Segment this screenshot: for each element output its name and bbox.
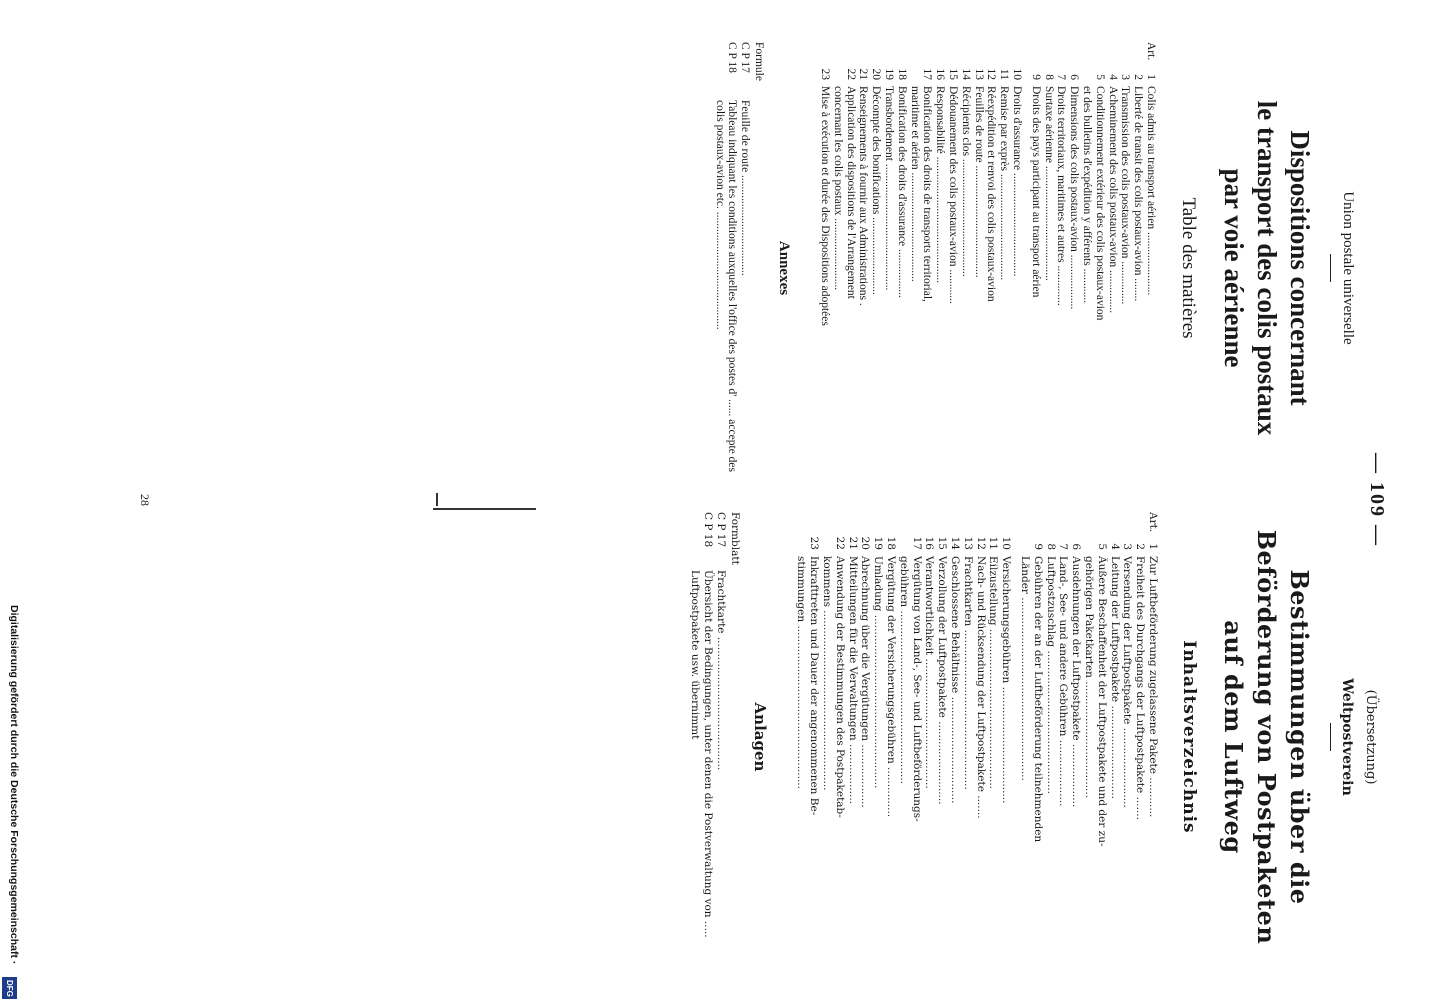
toc-row: [1010, 42, 1023, 494]
toc-article-number: 13: [961, 536, 974, 550]
toc-entry-text: Äußere Beschaffenheit der Luftpostpakete und der zu-: [1095, 556, 1108, 847]
form-description: Übersicht der Bedingungen, unter denen die Postverwaltung von ..... Luftpostpakete usw. übernimmt: [689, 570, 714, 938]
toc-entry-text: Renseignements à fournir aux Administrations .: [857, 86, 870, 306]
toc-art-label: [921, 42, 934, 64]
toc-article-number: 11: [998, 68, 1011, 80]
toc-row: [948, 512, 961, 962]
form-description: Tableau indiquant les conditions auxquelles l'office des postes d' ...... accepte des colis postaux-avion etc. .........................................: [713, 100, 739, 472]
french-toc-list: [818, 42, 1157, 494]
toc-entry-text: Surtaxe aérienne ........................................: [1042, 86, 1055, 281]
german-org-name: Weltpostverein: [1339, 678, 1355, 796]
toc-art-label: [897, 512, 910, 534]
form-description: Feuille de route ...................................: [739, 100, 752, 276]
toc-article-number: 15: [936, 536, 949, 550]
toc-entry-text: et des bulletins d'expédition y afférents ............: [1081, 86, 1094, 304]
toc-article-number: 13: [972, 68, 985, 80]
toc-article-number: 4: [1106, 74, 1119, 80]
toc-article-number: 16: [923, 536, 936, 550]
toc-entry-text: Leitung der Luftpostpakete ............................: [1108, 556, 1121, 799]
toc-article-number: [831, 64, 844, 86]
toc-entry-text: Gebühren der an der Luftbeförderung teilnehmenden: [1031, 556, 1044, 843]
toc-art-label: [795, 512, 808, 534]
toc-art-label: [974, 512, 987, 534]
toc-row: [1080, 42, 1093, 494]
toc-row: [831, 42, 844, 494]
toc-row: [1106, 42, 1119, 494]
toc-article-number: [820, 534, 833, 556]
toc-art-label: [1067, 42, 1080, 64]
french-head-rule: [1330, 254, 1331, 282]
toc-entry-text: Responsabilité ............................................: [934, 86, 947, 284]
toc-art-label: [946, 42, 959, 64]
toc-row: [972, 42, 985, 494]
toc-entry-text: Inkrafttreten und Dauer der angenommenen Be-: [808, 556, 821, 816]
toc-art-label: [882, 42, 895, 64]
toc-article-number: 12: [985, 68, 998, 80]
toc-art-label: [1093, 42, 1106, 64]
toc-article-number: [897, 534, 910, 556]
toc-art-label: [871, 512, 884, 534]
toc-art-label: [857, 42, 870, 64]
toc-art-label: [818, 42, 831, 64]
toc-article-number: 9: [1031, 543, 1044, 550]
toc-article-number: 7: [1055, 74, 1068, 80]
toc-article-number: [1018, 534, 1031, 556]
toc-entry-text: stimmungen .................................................: [795, 556, 808, 789]
toc-art-label: [972, 42, 985, 64]
toc-article-number: 17: [921, 68, 934, 80]
toc-art-label: [987, 512, 1000, 534]
toc-row: [1069, 512, 1082, 962]
toc-entry-text: Abrechnung über die Vergütungen ...................: [859, 556, 872, 808]
page-number-bottom: 28: [138, 494, 152, 506]
toc-entry-text: Versicherungsgebühren ...................................: [1000, 556, 1013, 804]
toc-art-label: [1055, 42, 1068, 64]
toc-row: [908, 42, 921, 494]
toc-art-label: [846, 512, 859, 534]
toc-art-label: [961, 512, 974, 534]
toc-art-label: [1018, 512, 1031, 534]
toc-art-label: [1108, 512, 1121, 534]
toc-art-label: [844, 42, 857, 64]
toc-entry-text: Mise à exécution et durée des Dispositions adoptées: [819, 86, 832, 326]
toc-art-label: [831, 42, 844, 64]
toc-article-number: 17: [910, 536, 923, 550]
toc-row: [921, 42, 934, 494]
form-row: [714, 512, 727, 962]
toc-art-label: [884, 512, 897, 534]
toc-entry-text: Décompte des bonifications ...........................: [870, 86, 883, 295]
toc-article-number: 20: [859, 536, 872, 550]
french-title-line: le transport des colis postaux: [1252, 100, 1282, 436]
german-forms-list: [688, 512, 726, 962]
toc-art-label: [1042, 42, 1055, 64]
page-number-top: — 109 —: [1366, 453, 1388, 547]
toc-entry-text: Zur Luftbeförderung zugelassene Pakete ............: [1147, 556, 1159, 818]
toc-article-number: 21: [857, 68, 870, 80]
toc-entry-text: Droits territoriaux, maritimes et autres ..............: [1055, 86, 1068, 306]
toc-article-number: [795, 534, 808, 556]
french-column: [713, 42, 1356, 494]
toc-row: [1042, 42, 1055, 494]
toc-entry-text: Vergütung der Versicherungsgebühren ...............: [885, 556, 898, 818]
toc-article-number: 1: [1147, 543, 1159, 550]
toc-entry-text: Droits d'assurance ....................................: [1011, 86, 1024, 277]
form-code: C P 18: [726, 42, 739, 73]
toc-art-label: [1031, 512, 1044, 534]
german-subtitle: (Übersetzung): [1363, 689, 1378, 785]
toc-art-label: [1133, 512, 1146, 534]
toc-row: [987, 512, 1000, 962]
german-title: [1217, 512, 1316, 962]
toc-article-number: 21: [846, 536, 859, 550]
toc-row: [985, 42, 998, 494]
toc-row: [961, 512, 974, 962]
toc-art-label: [1106, 42, 1119, 64]
toc-row: [859, 512, 872, 962]
toc-art-label: [1080, 42, 1093, 64]
toc-entry-text: Verzollung der Luftpostpakete .........................: [936, 556, 949, 805]
toc-entry-text: Länder .......................................................: [1019, 556, 1032, 781]
toc-article-number: 3: [1121, 543, 1134, 550]
toc-art-label: [1095, 512, 1108, 534]
toc-art-label: [869, 42, 882, 64]
toc-entry-text: Récipients clos .........................................: [959, 86, 972, 277]
toc-art-label: [859, 512, 872, 534]
toc-article-number: 2: [1134, 543, 1147, 550]
toc-article-number: 6: [1070, 543, 1083, 550]
toc-entry-text: Feuilles de route .......................................: [972, 86, 985, 278]
toc-art-label: [807, 512, 820, 534]
toc-entry-text: Remise par exprès .....................................: [998, 86, 1011, 281]
toc-article-number: 19: [883, 68, 896, 80]
toc-article-number: 20: [870, 68, 883, 80]
french-title: [1217, 42, 1316, 494]
toc-article-number: 8: [1042, 74, 1055, 80]
toc-row: [795, 512, 808, 962]
form-code: C P 18: [701, 512, 714, 548]
toc-article-number: 5: [1095, 543, 1108, 550]
toc-article-number: 1: [1145, 74, 1157, 80]
german-formula-label: Formblatt: [728, 512, 741, 565]
toc-row: [882, 42, 895, 494]
form-row: [738, 42, 751, 494]
toc-row: [933, 42, 946, 494]
toc-entry-text: Nach- und Rücksendung der Luftpostpakete .......: [974, 556, 987, 819]
toc-entry-text: gebühren ....................................................: [897, 556, 910, 785]
form-row: [688, 512, 714, 962]
toc-article-number: 23: [819, 68, 832, 80]
toc-entry-text: Liberté de transit des colis postaux-avion ........: [1132, 86, 1145, 302]
toc-article-number: 4: [1108, 543, 1121, 550]
toc-entry-text: Application des dispositions de l'Arrangement: [844, 86, 857, 299]
toc-article-number: 22: [844, 68, 857, 80]
toc-row: [846, 512, 859, 962]
french-title-line: Dispositions concernant: [1285, 130, 1315, 406]
toc-article-number: 14: [959, 68, 972, 80]
toc-art-label: [1121, 512, 1134, 534]
toc-art-label: [833, 512, 846, 534]
toc-art-label: [1131, 42, 1144, 64]
toc-art-label: [959, 42, 972, 64]
toc-row: [1082, 512, 1095, 962]
toc-entry-text: Land-, See- und andere Gebühren ....................: [1057, 556, 1070, 807]
toc-row: [946, 42, 959, 494]
toc-row: [935, 512, 948, 962]
toc-art-label: [910, 512, 923, 534]
toc-art-label: [1082, 512, 1095, 534]
toc-art-label: [895, 42, 908, 64]
toc-row: [869, 42, 882, 494]
toc-art-label: Art.: [1145, 42, 1157, 61]
toc-article-number: [908, 64, 921, 86]
toc-article-number: 23: [808, 536, 821, 550]
german-title-line: Bestimmungen über die: [1285, 569, 1314, 905]
toc-art-label: [1029, 42, 1042, 64]
toc-entry-text: gehörigen Paketkarten ...................................: [1083, 556, 1096, 799]
toc-article-number: 6: [1068, 74, 1081, 80]
toc-row: [1095, 512, 1108, 962]
toc-art-label: [948, 512, 961, 534]
toc-row: [857, 42, 870, 494]
toc-art-label: [933, 42, 946, 64]
toc-row: [884, 512, 897, 962]
toc-entry-text: Colis admis au transport aérien ......................: [1145, 86, 1157, 296]
toc-row: [1057, 512, 1070, 962]
toc-entry-text: kommens ......................................................: [821, 556, 834, 791]
french-formula-label: Formule: [753, 42, 766, 81]
toc-row: [999, 512, 1012, 962]
toc-entry-text: Versendung der Luftpostpakete ........................: [1121, 556, 1134, 808]
toc-row: [1055, 42, 1068, 494]
toc-row: [974, 512, 987, 962]
german-head-rule: [1330, 723, 1331, 751]
toc-row: [895, 42, 908, 494]
footer-credit-text: Digitalisierung gefördert durch die Deutsche Forschungsgemeinschaft ·: [8, 605, 20, 965]
toc-art-label: [1010, 42, 1023, 64]
toc-entry-text: Freiheit des Durchgangs der Luftpostpakete .......: [1134, 556, 1147, 820]
toc-entry-text: Ausdehnungen der Luftpostpakete ...................: [1070, 556, 1083, 808]
french-title-line: par voie aérienne: [1219, 168, 1249, 368]
toc-entry-text: Dimensions des colis postaux-avion ...................: [1068, 86, 1081, 310]
toc-row: [833, 512, 846, 962]
toc-entry-text: Frachtkarten ................................................: [961, 556, 974, 790]
toc-entry-text: Bonification des droits de transports territorial,: [921, 86, 934, 302]
toc-row: [923, 512, 936, 962]
toc-article-number: 3: [1119, 74, 1132, 80]
toc-entry-text: Bonification des droits d'assurance .................: [895, 86, 908, 298]
toc-article-number: 18: [895, 68, 908, 80]
toc-article-number: 2: [1132, 74, 1145, 80]
french-annex-title: Annexes: [776, 240, 793, 296]
form-row: [713, 42, 739, 494]
toc-entry-text: Droits des pays participant au transport aérien: [1029, 86, 1042, 298]
toc-entry-text: Eilzustellung ................................................: [987, 556, 1000, 790]
toc-row: [997, 42, 1010, 494]
toc-article-number: 16: [934, 68, 947, 80]
toc-entry-text: Geschlossene Behältnisse ................................: [949, 556, 962, 804]
dfg-logo: DFG: [2, 977, 17, 999]
toc-row: [1018, 512, 1031, 962]
toc-entry-text: Vergütung von Land-, See- und Luftbeförderungs-: [910, 556, 923, 822]
toc-article-number: 18: [885, 536, 898, 550]
german-title-line: Beförderung von Postpaketen: [1252, 529, 1281, 945]
toc-row: [1029, 42, 1042, 494]
toc-article-number: 9: [1029, 74, 1042, 80]
toc-entry-text: Verantwortlichkeit .......................................: [923, 556, 936, 789]
toc-row: [959, 42, 972, 494]
toc-art-label: [1044, 512, 1057, 534]
toc-row: [818, 42, 831, 494]
toc-article-number: 8: [1044, 543, 1057, 550]
toc-article-number: 7: [1057, 543, 1070, 550]
toc-row: [1067, 42, 1080, 494]
toc-article-number: 11: [987, 536, 1000, 550]
german-title-line: auf dem Luftweg: [1219, 620, 1248, 854]
toc-art-label: [999, 512, 1012, 534]
toc-entry-text: Conditionnement extérieur des colis postaux-avion: [1093, 86, 1106, 321]
toc-article-number: [1082, 534, 1095, 556]
toc-row: [1031, 512, 1044, 962]
toc-article-number: 14: [949, 536, 962, 550]
toc-entry-text: Réexpédition et renvoi des colis postaux-avion: [985, 86, 998, 302]
digitization-footer: [0, 605, 22, 1000]
toc-article-number: 10: [1000, 536, 1013, 550]
toc-row: [1108, 512, 1121, 962]
toc-article-number: 12: [974, 536, 987, 550]
toc-row: [1044, 512, 1057, 962]
toc-article-number: [1080, 64, 1093, 86]
toc-art-label: [1119, 42, 1132, 64]
toc-entry-text: maritime et aérien ......................................: [908, 86, 921, 282]
divider-horizontal: [437, 493, 439, 506]
toc-article-number: 5: [1093, 74, 1106, 80]
toc-article-number: 22: [833, 536, 846, 550]
french-toc-title: Table des matières: [1178, 197, 1199, 339]
german-column: [688, 512, 1378, 962]
toc-art-label: [935, 512, 948, 534]
toc-row: [897, 512, 910, 962]
toc-row: [871, 512, 884, 962]
toc-row: [1146, 512, 1159, 962]
toc-entry-text: Transbordement ............................................: [883, 86, 896, 291]
toc-entry-text: Anwendung der Bestimmungen des Postpaketab-: [833, 556, 846, 818]
toc-art-label: [1069, 512, 1082, 534]
divider-vertical: [433, 508, 536, 510]
toc-art-label: Art.: [1147, 512, 1159, 533]
toc-entry-text: Umladung ....................................................: [872, 556, 885, 789]
toc-art-label: [820, 512, 833, 534]
form-code: C P 17: [739, 42, 752, 73]
toc-row: [1144, 42, 1157, 494]
toc-row: [844, 42, 857, 494]
toc-entry-text: Luftpostzuschlag ...........................................: [1044, 556, 1057, 795]
toc-article-number: 10: [1011, 68, 1024, 80]
form-description: Frachtkarte ........................................: [714, 570, 727, 771]
toc-row: [910, 512, 923, 962]
toc-article-number: 15: [947, 68, 960, 80]
toc-row: [1093, 42, 1106, 494]
german-toc-list: [795, 512, 1159, 962]
toc-art-label: [908, 42, 921, 64]
toc-row: [1133, 512, 1146, 962]
german-toc-title: Inhaltsverzeichnis: [1179, 640, 1199, 834]
toc-row: [820, 512, 833, 962]
french-org-name: Union postale universelle: [1340, 191, 1356, 345]
toc-art-label: [985, 42, 998, 64]
toc-entry-text: Acheminement des colis postaux-avion ...............: [1106, 86, 1119, 314]
toc-entry-text: Dédouanement des colis postaux-avion ............: [947, 86, 960, 304]
toc-row: [1121, 512, 1134, 962]
toc-article-number: 19: [872, 536, 885, 550]
toc-row: [1119, 42, 1132, 494]
toc-art-label: [1057, 512, 1070, 534]
form-code: C P 17: [714, 512, 727, 548]
toc-art-label: [997, 42, 1010, 64]
toc-row: [807, 512, 820, 962]
french-forms-list: [713, 42, 751, 494]
toc-art-label: [923, 512, 936, 534]
german-annex-title: Anlagen: [750, 702, 769, 772]
toc-entry-text: Mitteilungen für die Verwaltungen ..................: [846, 556, 859, 804]
toc-row: [1131, 42, 1144, 494]
toc-entry-text: Transmission des colis postaux-avion ...............: [1119, 86, 1132, 305]
toc-entry-text: concernant les colis postaux .........................: [831, 86, 844, 291]
